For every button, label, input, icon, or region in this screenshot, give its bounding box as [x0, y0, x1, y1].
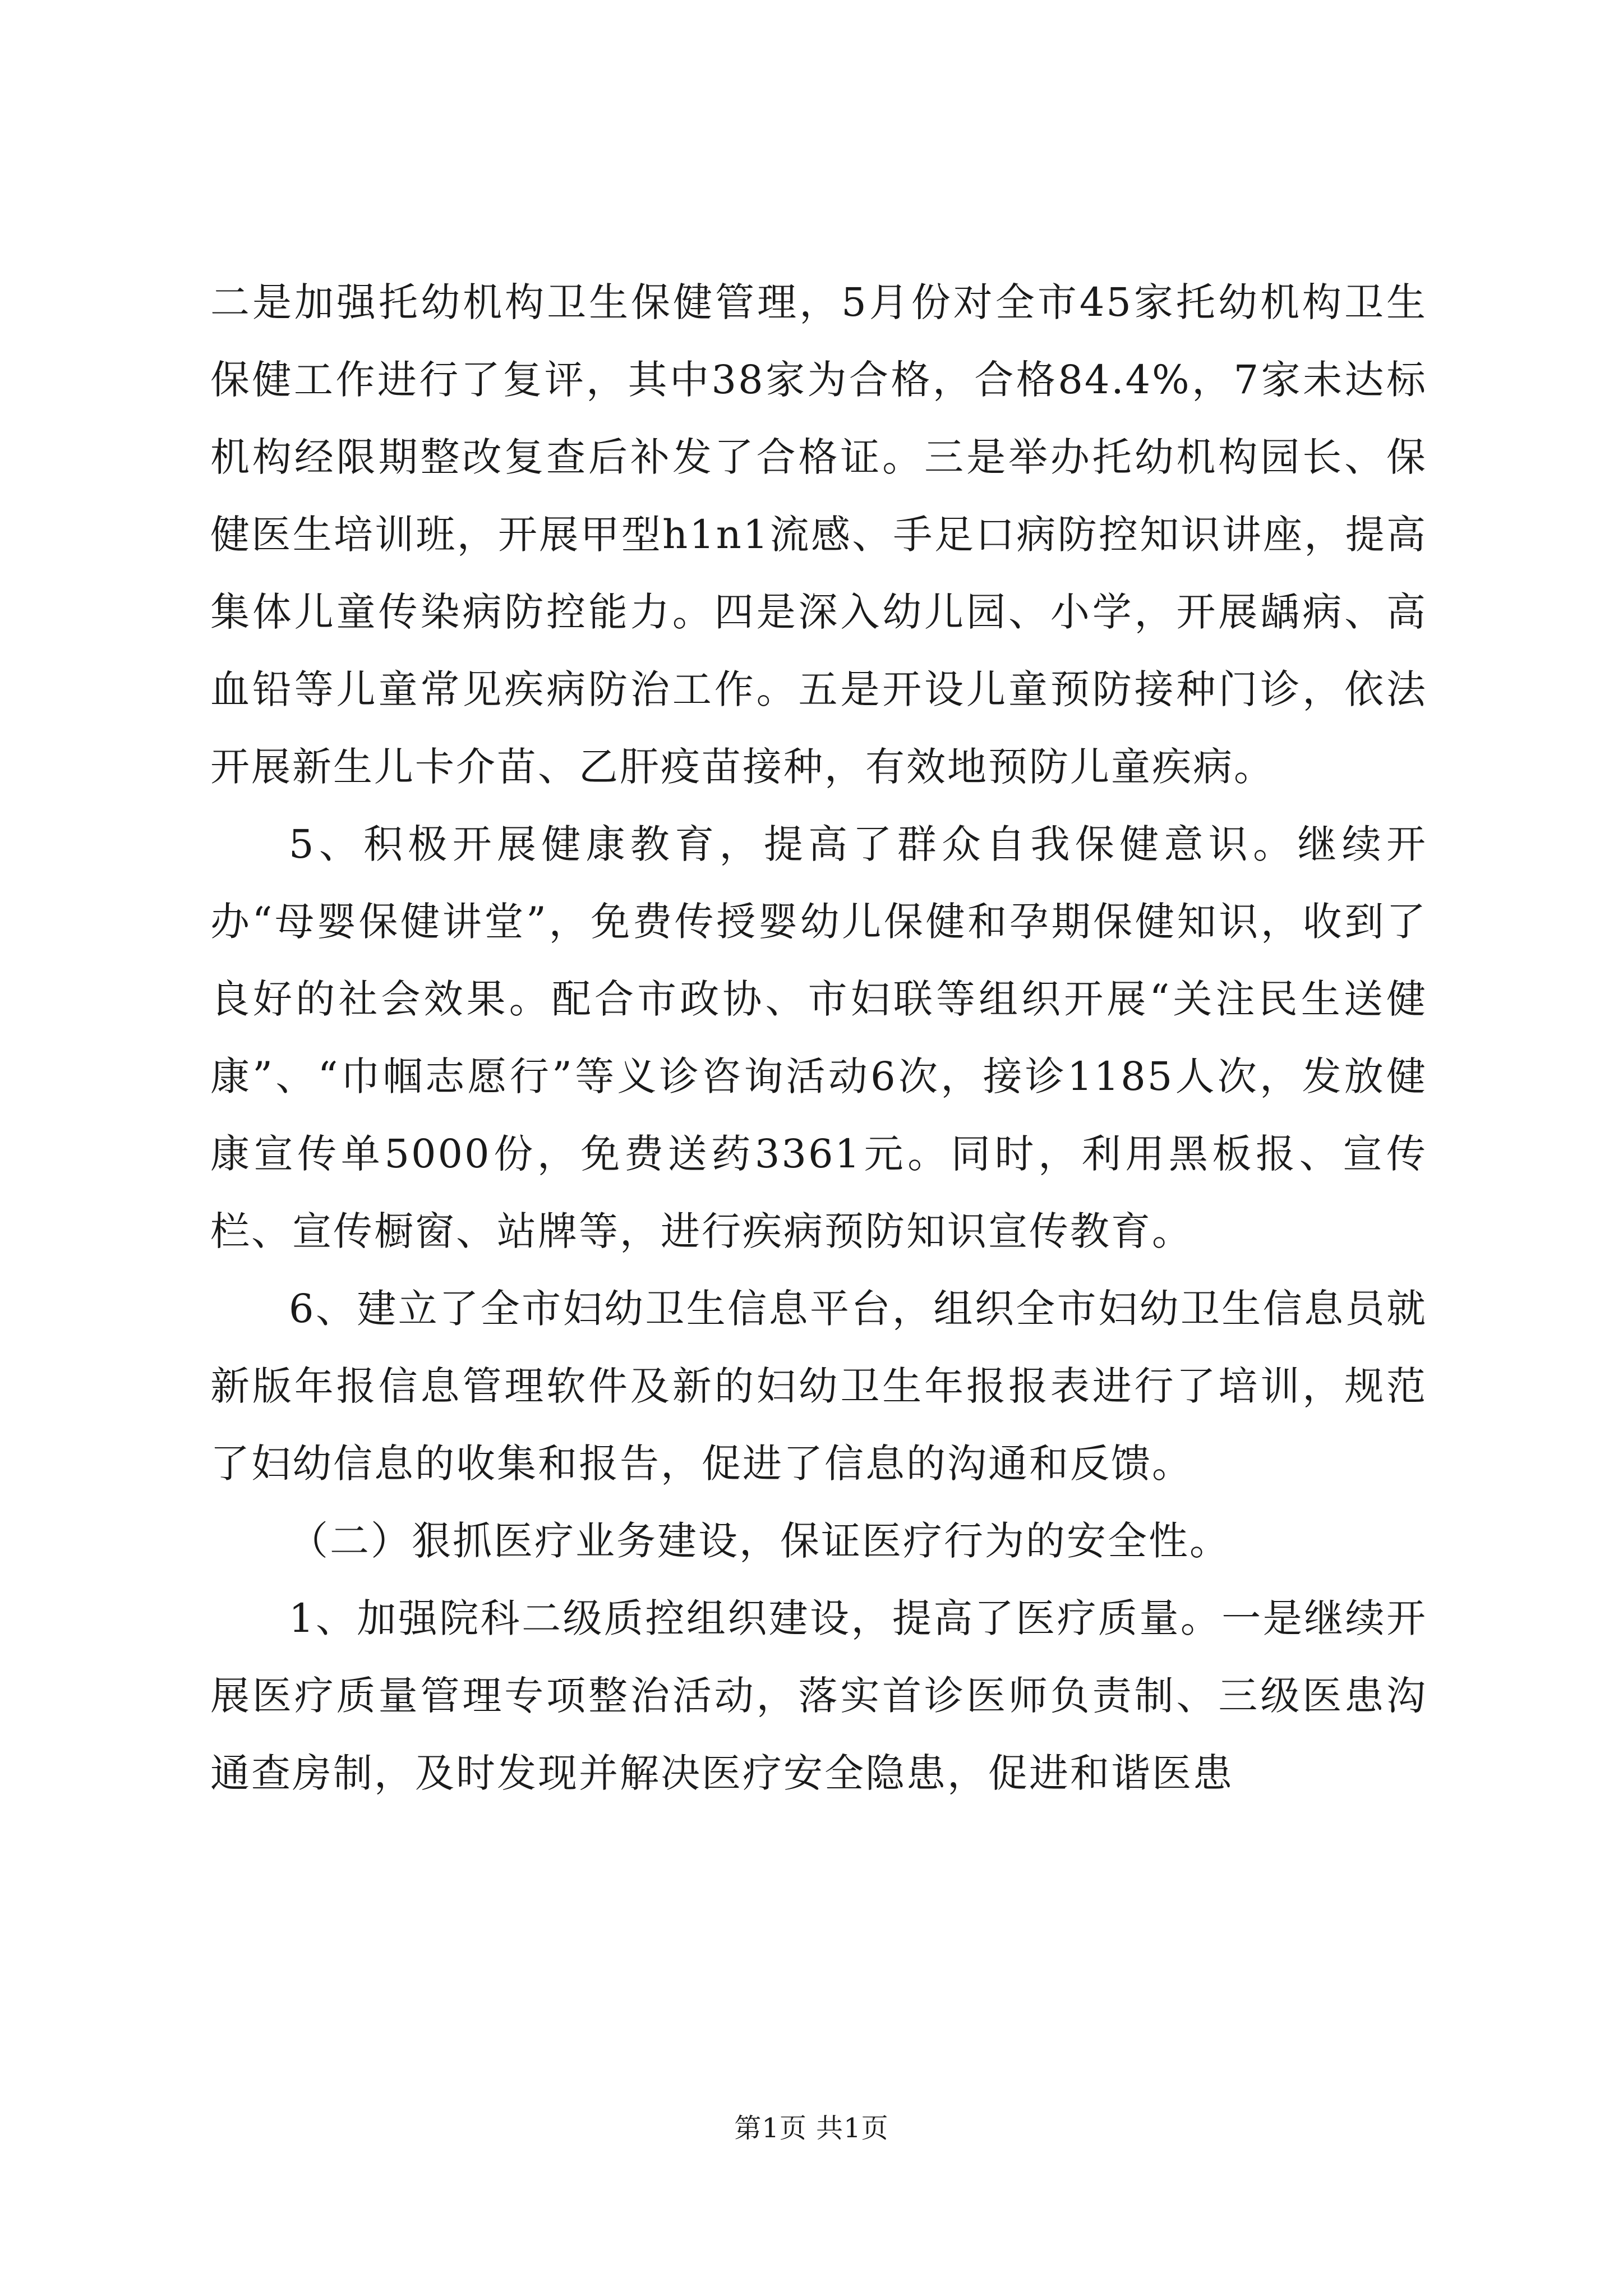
- paragraph-3: 6、建立了全市妇幼卫生信息平台，组织全市妇幼卫生信息员就新版年报信息管理软件及新的妇幼卫生年报报表进行了培训，规范了妇幼信息的收集和报告，促进了信息的沟通和反馈。: [210, 1286, 1427, 1487]
- paragraph-2: 5、积极开展健康教育，提高了群众自我保健意识。继续开办“母婴保健讲堂”，免费传授婴幼儿保健和孕期保健知识，收到了良好的社会效果。配合市政协、市妇联等组织开展“关注民生送健康”、“巾帼志愿行”等义诊咨询活动6次，接诊1185人次，发放健康宣传单5000份，免费送药3361元。同时，利用黑板报、宣传栏、宣传橱窗、站牌等，进行疾病预防知识宣传教育。: [210, 821, 1427, 1254]
- paragraph-1: 二是加强托幼机构卫生保健管理，5月份对全市45家托幼机构卫生保健工作进行了复评，其中38家为合格，合格84.4%，7家未达标机构经限期整改复查后补发了合格证。三是举办托幼机构园长、保健医生培训班，开展甲型h1n1流感、手足口病防控知识讲座，提高集体儿童传染病防控能力。四是深入幼儿园、小学，开展龋病、高血铅等儿童常见疾病防治工作。五是开设儿童预防接种门诊，依法开展新生儿卡介苗、乙肝疫苗接种，有效地预防儿童疾病。: [210, 279, 1427, 790]
- paragraph-4: 1、加强院科二级质控组织建设，提高了医疗质量。一是继续开展医疗质量管理专项整治活动，落实首诊医师负责制、三级医患沟通查房制，及时发现并解决医疗安全隐患，促进和谐医患: [210, 1595, 1427, 1796]
- page-footer: 第1页 共1页: [734, 2113, 889, 2144]
- section-heading: （二）狠抓医疗业务建设，保证医疗行为的安全性。: [289, 1518, 1230, 1564]
- document-body: [210, 264, 1427, 1812]
